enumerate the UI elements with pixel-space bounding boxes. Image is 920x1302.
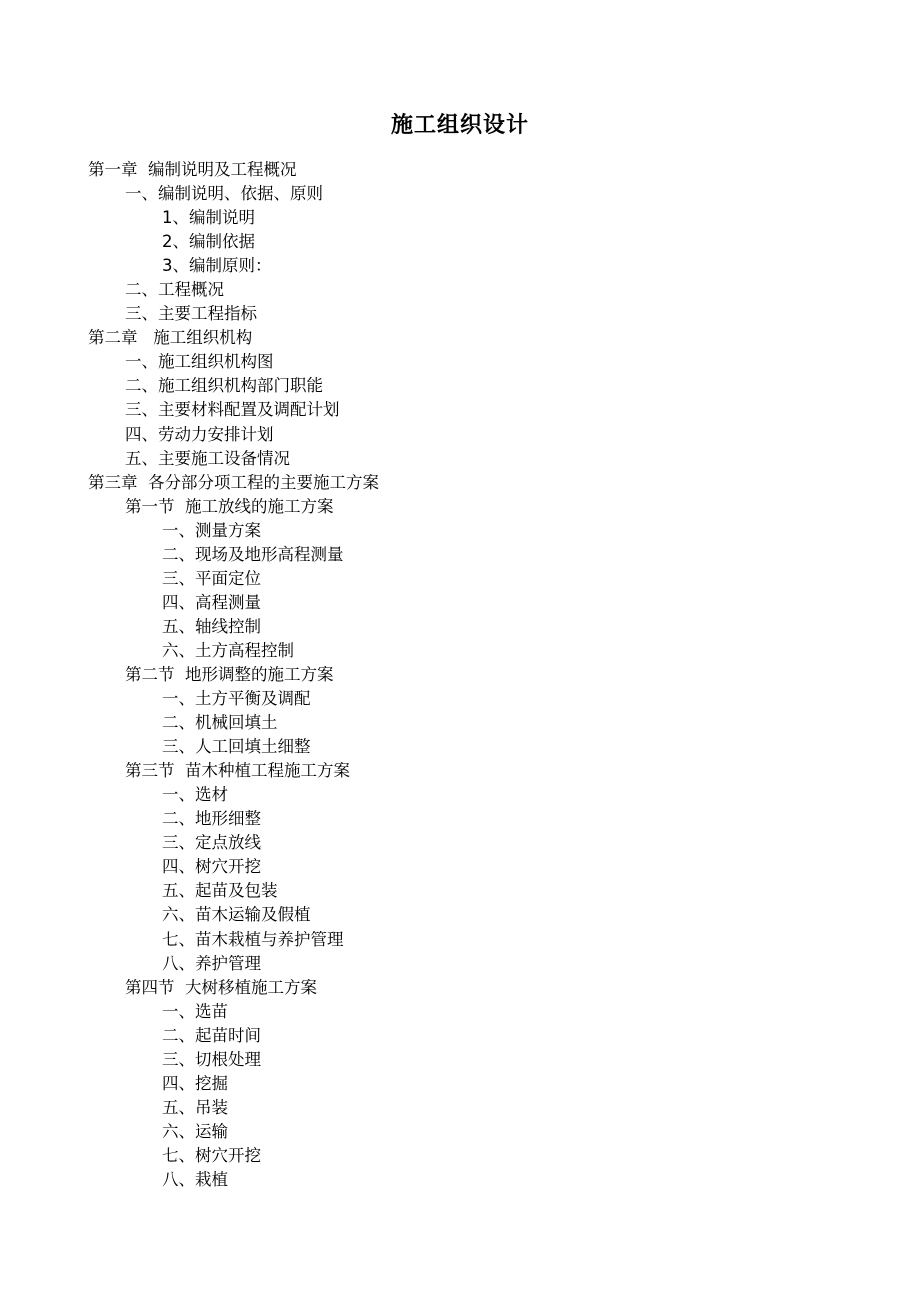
toc-section-item: 第一节 施工放线的施工方案 [125,496,334,516]
toc-subsection-item: 三、定点放线 [162,833,261,853]
toc-subsection-item: 三、平面定位 [162,568,261,588]
toc-section-item: 第四节 大树移植施工方案 [125,977,317,997]
toc-section-item: 一、施工组织机构图 [125,352,274,372]
toc-subsection-item: 五、起苗及包装 [162,881,278,901]
toc-section-item: 五、主要施工设备情况 [125,448,290,468]
toc-chapter-item: 第三章 各分部分项工程的主要施工方案 [88,472,379,492]
toc-subsection-item: 六、苗木运输及假植 [162,905,311,925]
toc-chapter-item: 第二章 施工组织机构 [88,328,253,348]
toc-subsection-item: 四、树穴开挖 [162,857,261,877]
toc-subsection-item: 二、地形细整 [162,809,261,829]
toc-subsection-item: 3、编制原则： [162,256,272,276]
toc-section-item: 三、主要工程指标 [125,304,257,324]
toc-subsection-item: 八、养护管理 [162,953,261,973]
toc-subsection-item: 八、栽植 [162,1169,228,1189]
toc-subsection-item: 二、机械回填土 [162,713,278,733]
toc-subsection-item: 2、编制依据 [162,232,255,252]
toc-subsection-item: 六、运输 [162,1121,228,1141]
toc-section-item: 二、施工组织机构部门职能 [125,376,323,396]
toc-subsection-item: 二、起苗时间 [162,1025,261,1045]
toc-section-item: 第二节 地形调整的施工方案 [125,664,334,684]
table-of-contents [88,158,868,1192]
toc-subsection-item: 三、切根处理 [162,1049,261,1069]
toc-subsection-item: 二、现场及地形高程测量 [162,544,344,564]
toc-section-item: 二、工程概况 [125,280,224,300]
toc-section-item: 一、编制说明、依据、原则 [125,184,323,204]
toc-chapter-item: 第一章 编制说明及工程概况 [88,160,297,179]
toc-section-item: 三、主要材料配置及调配计划 [125,400,340,420]
toc-subsection-item: 1、编制说明 [162,208,255,228]
toc-subsection-item: 一、土方平衡及调配 [162,689,311,709]
toc-subsection-item: 五、吊装 [162,1097,228,1117]
toc-subsection-item: 六、土方高程控制 [162,640,294,660]
toc-subsection-item: 七、树穴开挖 [162,1145,261,1165]
toc-subsection-item: 三、人工回填土细整 [162,737,311,757]
toc-subsection-item: 一、选材 [162,785,228,805]
page-title: 施工组织设计 [390,113,529,138]
toc-subsection-item: 五、轴线控制 [162,616,261,636]
toc-subsection-item: 一、选苗 [162,1001,228,1021]
toc-subsection-item: 四、高程测量 [162,592,261,612]
toc-subsection-item: 一、测量方案 [162,520,261,540]
toc-section-item: 第三节 苗木种植工程施工方案 [125,761,350,781]
toc-subsection-item: 七、苗木栽植与养护管理 [162,929,344,949]
toc-subsection-item: 四、挖掘 [162,1073,228,1093]
toc-section-item: 四、劳动力安排计划 [125,424,274,444]
